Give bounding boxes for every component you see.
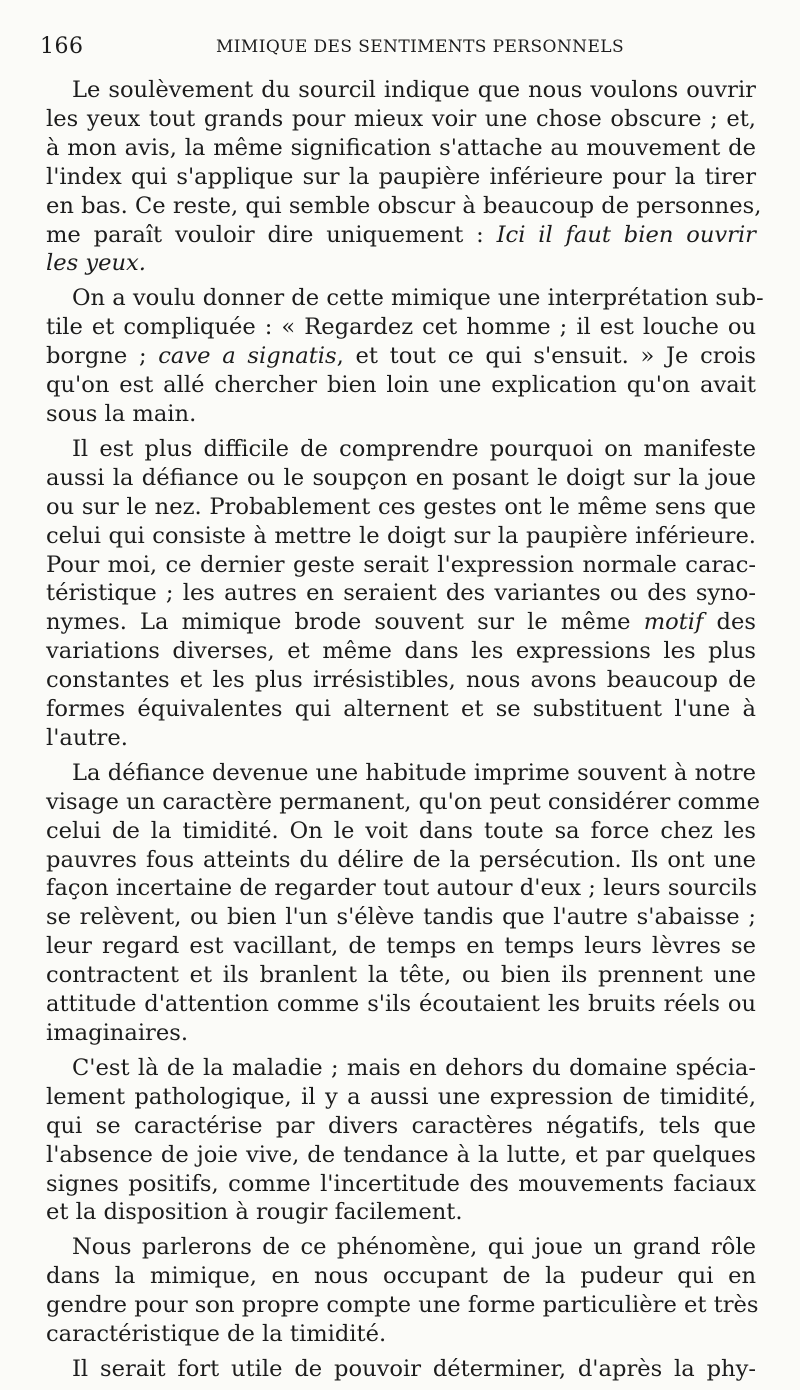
running-head: MIMIQUE DES SENTIMENTS PERSONNELS	[215, 37, 624, 57]
text-line: tile et compliquée : « Regardez cet homme ; il est louche ou	[46, 314, 756, 341]
text-line: ou sur le nez. Probablement ces gestes ont le même sens que	[46, 493, 756, 520]
text-line: qui se caractérise par divers caractères négatifs, tels que	[46, 1112, 756, 1139]
paragraph	[46, 1233, 759, 1349]
text-line: attitude d'attention comme s'ils écoutaient les bruits réels ou	[46, 991, 756, 1018]
paragraph	[46, 759, 760, 1048]
text-line: façon incertaine de regarder tout autour d'eux ; leurs sourcils	[46, 875, 758, 902]
text-line	[46, 221, 756, 250]
text-line: gendre pour son propre compte une forme particulière et très	[46, 1292, 759, 1319]
text-line: variations diverses, et même dans les expressions les plus	[46, 638, 756, 665]
text-line	[46, 249, 756, 278]
text-line: constantes et les plus irrésistibles, nous avons beaucoup de	[46, 667, 756, 694]
text-line: imaginaires.	[46, 1020, 189, 1046]
text-line: à mon avis, la même signification s'attache au mouvement de	[46, 134, 756, 161]
body-text	[46, 76, 764, 1390]
text-line: celui de la timidité. On le voit dans toute sa force chez les	[46, 817, 756, 844]
italic-text-run: Ici il faut bien ouvrir	[496, 221, 756, 248]
paragraph	[46, 284, 764, 429]
text-line: pauvres fous atteints du délire de la persécution. Ils ont une	[46, 846, 756, 873]
text-line: signes positifs, comme l'incertitude des mouvements faciaux	[46, 1170, 756, 1197]
text-line: La défiance devenue une habitude imprime souvent à notre	[72, 759, 756, 786]
text-run: borgne ;	[46, 343, 159, 370]
paragraph	[46, 76, 762, 278]
text-line: l'absence de joie vive, de tendance à la lutte, et par quelques	[46, 1141, 756, 1168]
text-line: se relèvent, ou bien l'un s'élève tandis que l'autre s'abaisse ;	[46, 904, 756, 931]
italic-text-run: motif	[643, 609, 704, 636]
text-line: qu'on est allé chercher bien loin une explication qu'on avait	[46, 372, 756, 399]
paragraph	[46, 1355, 756, 1384]
text-line: et la disposition à rougir facilement.	[46, 1199, 463, 1226]
italic-text-run: les yeux.	[46, 250, 146, 277]
text-line: C'est là de la maladie ; mais en dehors du domaine spécia-	[72, 1054, 756, 1081]
text-run: me paraît vouloir dire uniquement :	[46, 221, 497, 248]
text-line: les yeux tout grands pour mieux voir une chose obscure ; et,	[46, 105, 756, 132]
text-line: contractent et ils branlent la tête, ou bien ils prennent une	[46, 962, 756, 989]
paragraph	[46, 435, 756, 753]
text-run: nymes. La mimique brode souvent sur le même	[46, 609, 644, 636]
text-line: Il serait fort utile de pouvoir déterminer, d'après la phy-	[72, 1355, 756, 1382]
italic-text-run: cave a signatis	[158, 343, 337, 370]
text-line: visage un caractère permanent, qu'on peut considérer comme	[46, 788, 760, 815]
text-line: Le soulèvement du sourcil indique que nous voulons ouvrir	[72, 77, 756, 103]
text-line: l'index qui s'applique sur la paupière inférieure pour la tirer	[46, 163, 756, 190]
paragraph	[46, 1054, 756, 1227]
text-line: caractéristique de la timidité.	[46, 1321, 387, 1348]
text-line: dans la mimique, en nous occupant de la pudeur qui en	[46, 1263, 756, 1290]
text-line	[46, 608, 756, 637]
text-line: Nous parlerons de ce phénomène, qui joue un grand rôle	[72, 1234, 756, 1261]
text-line: Il est plus difficile de comprendre pourquoi on manifeste	[72, 435, 756, 462]
text-line: formes équivalentes qui alternent et se substituent l'une à	[46, 696, 756, 723]
text-line: sous la main.	[46, 400, 197, 427]
text-line: téristique ; les autres en seraient des variantes ou des syno-	[46, 580, 756, 607]
text-line: Pour moi, ce dernier geste serait l'expression normale carac-	[46, 551, 756, 578]
text-line: lement pathologique, il y a aussi une expression de timidité,	[46, 1083, 756, 1110]
text-line: On a voulu donner de cette mimique une interprétation sub-	[72, 285, 764, 312]
text-line: leur regard est vacillant, de temps en temps leurs lèvres se	[46, 933, 756, 960]
text-line: en bas. Ce reste, qui semble obscur à beaucoup de personnes,	[46, 192, 762, 219]
text-line: l'autre.	[46, 724, 128, 751]
page-number: 166	[40, 34, 84, 59]
text-line	[46, 342, 756, 371]
text-line: celui qui consiste à mettre le doigt sur la paupière inférieure.	[46, 522, 756, 549]
text-run: des	[703, 609, 756, 636]
text-run: , et tout ce qui s'ensuit. » Je crois	[336, 343, 756, 370]
page-header	[40, 34, 760, 64]
text-line: aussi la défiance ou le soupçon en posant le doigt sur la joue	[46, 464, 756, 491]
